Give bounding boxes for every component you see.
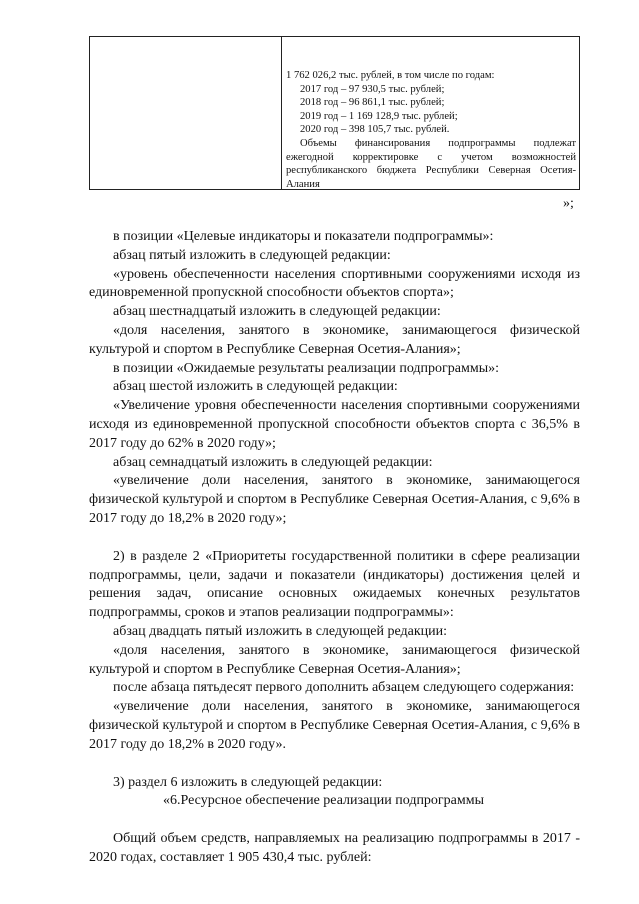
paragraph: абзац шестой изложить в следующей редакции: bbox=[113, 379, 398, 395]
financing-note: Объемы финансирования подпрограммы подлежат ежегодной корректировке с учетом возможностей республиканского бюджета Республики Северная Осетия-Алания bbox=[286, 137, 576, 190]
financing-year-2020: 2020 год – 398 105,7 тыс. рублей. bbox=[300, 124, 450, 136]
paragraph: «увеличение доли населения, занятого в экономике, занимающегося физической культурой и спортом в Республике Северная Осетия-Алания, с 9,6% в 2017 году до 18,2% в 2020 году»; bbox=[89, 473, 580, 526]
spacer bbox=[89, 811, 580, 830]
paragraph: «доля населения, занятого в экономике, занимающегося физической культурой и спортом в Республике Северная Осетия-Алания»; bbox=[89, 642, 580, 677]
financing-cell bbox=[286, 69, 576, 191]
paragraph: абзац семнадцатый изложить в следующей редакции: bbox=[113, 454, 433, 470]
financing-table bbox=[89, 36, 580, 190]
paragraph: абзац шестнадцатый изложить в следующей редакции: bbox=[113, 304, 441, 320]
paragraph: «доля населения, занятого в экономике, занимающегося физической культурой и спортом в Республике Северная Осетия-Алания»; bbox=[89, 322, 580, 357]
closing-quote-mark: »; bbox=[563, 196, 574, 211]
financing-year-2018: 2018 год – 96 861,1 тыс. рублей; bbox=[300, 97, 445, 109]
financing-total-line: 1 762 026,2 тыс. рублей, в том числе по годам: bbox=[286, 70, 495, 81]
paragraph: абзац двадцать пятый изложить в следующей редакции: bbox=[113, 623, 448, 639]
paragraph: в позиции «Ожидаемые результаты реализации подпрограммы»: bbox=[113, 360, 500, 376]
financing-year-2019: 2019 год – 1 169 128,9 тыс. рублей; bbox=[300, 110, 458, 122]
paragraph: 3) раздел 6 изложить в следующей редакции: bbox=[113, 774, 383, 790]
spacer bbox=[89, 529, 580, 548]
table-column-divider bbox=[281, 37, 282, 189]
paragraph: «увеличение доли населения, занятого в экономике, занимающегося физической культурой и спортом в Республике Северная Осетия-Алания, с 9,6% в 2017 году до 18,2% в 2020 году». bbox=[89, 699, 580, 752]
financing-year-2017: 2017 год – 97 930,5 тыс. рублей; bbox=[300, 83, 445, 95]
paragraph: «Увеличение уровня обеспеченности населения спортивными сооружениями исходя из единовременной пропускной способности объектов спорта с 36,5% в 2017 году до 62% в 2020 году»; bbox=[89, 398, 580, 451]
paragraph: абзац пятый изложить в следующей редакции: bbox=[113, 247, 391, 263]
paragraph: 2) в разделе 2 «Приоритеты государственной политики в сфере реализации подпрограммы, цели, задачи и показатели (индикаторы) достижения целей и решения задач, описание основных ожидаемых конечных результатов подпрограммы, сроков и этапов реализации подпрограммы»: bbox=[89, 548, 580, 621]
section-title: «6.Ресурсное обеспечение реализации подпрограммы bbox=[163, 793, 485, 809]
paragraph: «уровень обеспеченности населения спортивными сооружениями исходя из единовременной пропускной способности объектов спорта»; bbox=[89, 266, 580, 301]
document-body bbox=[89, 228, 580, 868]
paragraph: Общий объем средств, направляемых на реализацию подпрограммы в 2017 - 2020 годах, составляет 1 905 430,4 тыс. рублей: bbox=[89, 831, 580, 865]
paragraph: после абзаца пятьдесят первого дополнить абзацем следующего содержания: bbox=[113, 680, 575, 696]
paragraph: в позиции «Целевые индикаторы и показатели подпрограммы»: bbox=[113, 229, 494, 244]
spacer bbox=[89, 755, 580, 774]
